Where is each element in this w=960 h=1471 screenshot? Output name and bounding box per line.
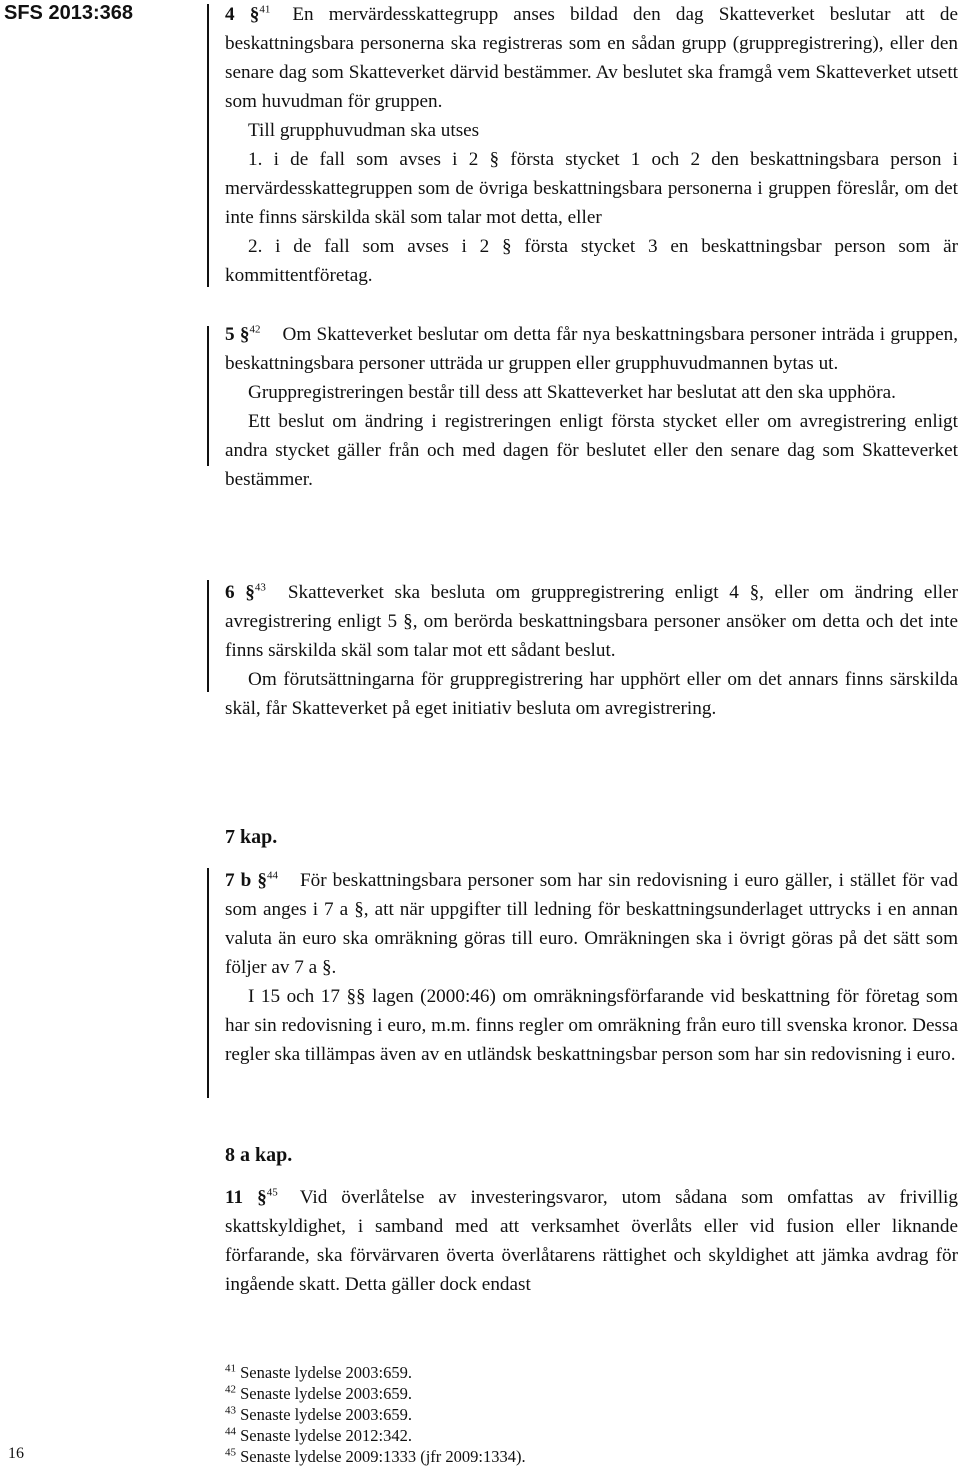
section-head: 6 § (225, 582, 255, 603)
footnote: $^{45}$ Senaste lydelse 2009:1333 (jfr 2009:1334). (225, 1446, 526, 1466)
paragraph: En mervärdesskattegrupp anses bildad den dag Skatteverket beslutar att de beskattningsbara personerna ska registreras som en sådan grupp (gruppregistrering), eller den senare dag som Skatteverket därvid bestämmer. Av beslutet ska framgå vem Skatteverket utsett som huvudman för gruppen. (225, 4, 958, 112)
paragraph: I 15 och 17 §§ lagen (2000:46) om omräkningsförfarande vid beskattning för företag som har sin redovisning i euro, m.m. finns regler om omräkning från euro till svenska kronor. Dessa regler ska tillämpas även av en utländsk beskattningsbar person som har sin redovisning i euro. (225, 986, 958, 1065)
section-head: 4 § (225, 4, 260, 25)
section-head: 11 § (225, 1187, 267, 1208)
footnote: $^{41}$ Senaste lydelse 2003:659. (225, 1362, 412, 1382)
footnote-ref: 45 (266, 1186, 278, 1199)
paragraph: Gruppregistreringen består till dess att Skatteverket har beslutat att den ska upphöra. (248, 382, 896, 403)
footnote-ref: 41 (259, 3, 271, 16)
paragraph: För beskattningsbara personer som har sin redovisning i euro gäller, i stället för vad som anges i 7 a §, att när uppgifter till ledning för beskattningsunderlaget uttrycks i en annan valuta än euro ska omräkning göras till euro. Omräkningen ska i övrigt göras på det sätt som följer av 7 a §. (225, 870, 959, 978)
change-bar (207, 326, 209, 466)
sfs-number: SFS 2013:368 (4, 2, 133, 24)
section-head: 5 § (225, 324, 250, 345)
page-number: 16 (8, 1445, 24, 1462)
footnote-ref: 42 (249, 323, 261, 336)
footnote-ref: 43 (254, 581, 266, 594)
paragraph: Vid överlåtelse av investeringsvaror, utom sådana som omfattas av frivillig skattskyldighet, i samband med att verksamhet överlåts eller vid fusion eller liknande förfarande, ska förvärvaren överta överlåtarens rättighet och skyldighet att jämka avdrag för ingående skatt. Detta gäller dock endast (225, 1187, 958, 1295)
footnote-ref: 44 (266, 869, 278, 882)
section-7b (225, 866, 958, 1069)
paragraph: Om förutsättningarna för gruppregistrering har upphört eller om det annars finns särskilda skäl, får Skatteverket på eget initiativ besluta om avregistrering. (225, 669, 958, 719)
change-bar (207, 4, 209, 287)
chapter-heading: 7 kap. (225, 826, 278, 848)
paragraph: Till grupphuvudman ska utses (248, 120, 480, 141)
list-item: 2. i de fall som avses i 2 § första stycket 3 en beskattningsbar person som är kommittentföretag. (225, 236, 958, 286)
paragraph: Om Skatteverket beslutar om detta får nya beskattningsbara personer inträda i gruppen, beskattningsbara personer utträda ur gruppen eller grupphuvudmannen bytas ut. (225, 324, 958, 374)
section-5 (225, 320, 958, 494)
section-11 (225, 1183, 958, 1299)
paragraph: Ett beslut om ändring i registreringen enligt första stycket eller om avregistrering enligt andra stycket gäller från och med dagen för beslutet eller den senare dag som Skatteverket bestämmer. (225, 411, 958, 490)
section-head: 7 b § (225, 870, 267, 891)
section-6 (225, 578, 958, 723)
paragraph: Skatteverket ska besluta om gruppregistrering enligt 4 §, eller om ändring eller avregistrering enligt 5 §, om berörda beskattningsbara personer ansöker om detta och det inte finns särskilda skäl som talar mot ett sådant beslut. (225, 582, 959, 661)
change-bar (207, 868, 209, 1098)
change-bar (207, 580, 209, 692)
chapter-heading: 8 a kap. (225, 1144, 293, 1166)
footnote: $^{44}$ Senaste lydelse 2012:342. (225, 1425, 412, 1445)
section-4 (225, 0, 958, 290)
list-item: 1. i de fall som avses i 2 § första stycket 1 och 2 den beskattningsbara person i mervärdesskattegruppen som de övriga beskattningsbara personerna i gruppen föreslår, om det inte finns särskilda skäl som talar mot detta, eller (225, 149, 958, 228)
footnote: $^{42}$ Senaste lydelse 2003:659. (225, 1383, 412, 1403)
footnotes (225, 1362, 526, 1467)
footnote: $^{43}$ Senaste lydelse 2003:659. (225, 1404, 412, 1424)
